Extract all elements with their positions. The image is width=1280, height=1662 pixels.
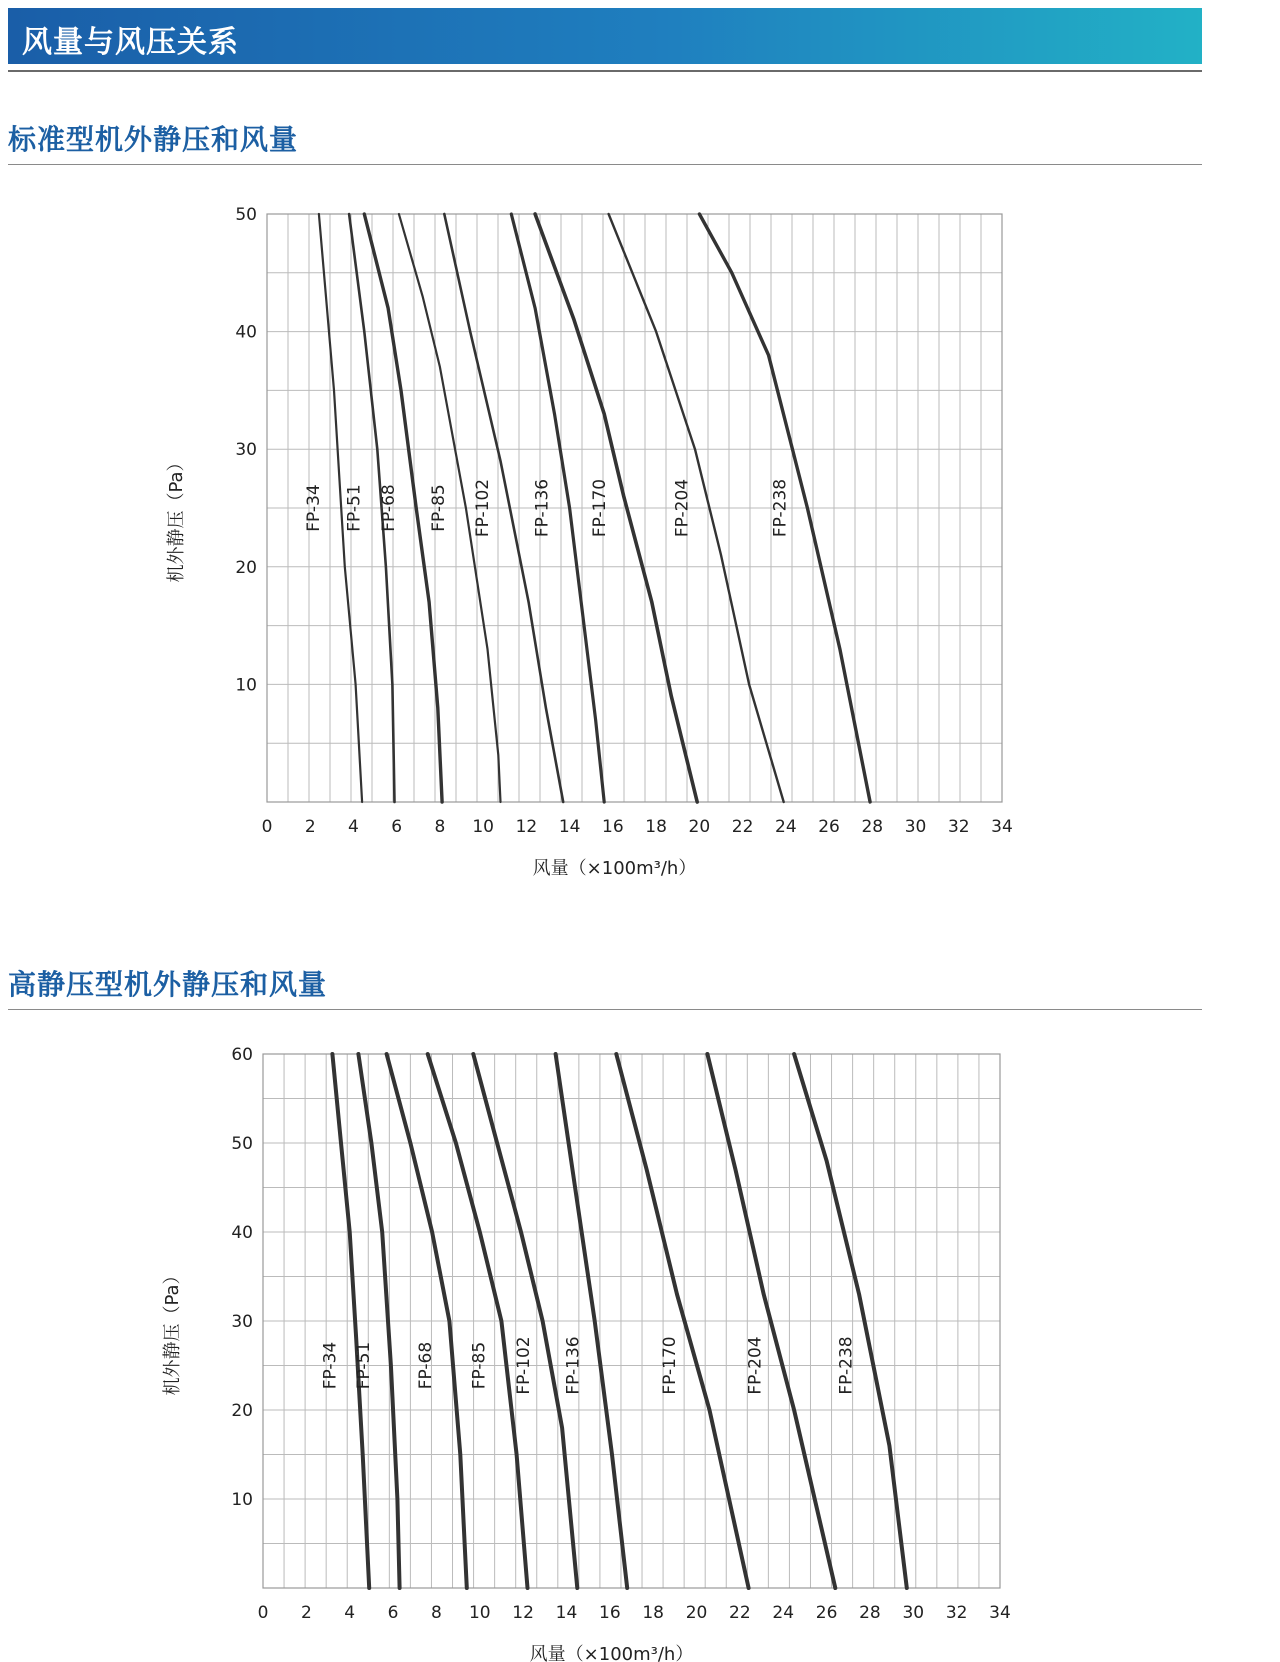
series-label: FP-238 (770, 478, 791, 538)
x-tick-label: 24 (775, 817, 797, 837)
x-tick-label: 14 (555, 1603, 578, 1623)
x-tick-label: 26 (818, 817, 840, 837)
section-title-standard: 标准型机外静压和风量 (8, 123, 299, 156)
x-tick-label: 28 (859, 1603, 881, 1623)
x-tick-label: 28 (861, 817, 884, 837)
x-tick-label: 8 (430, 1603, 442, 1623)
x-tick-label: 18 (645, 817, 667, 837)
page-title: 风量与风压关系 (22, 25, 239, 60)
x-tick-label: 24 (772, 1603, 795, 1623)
x-tick-label: 20 (688, 817, 711, 837)
y-tick-label: 50 (231, 1134, 253, 1154)
x-axis-title: 风量（×100m³/h） (532, 858, 697, 879)
series-label: FP-170 (660, 1336, 681, 1395)
y-tick-label: 10 (231, 1490, 253, 1510)
y-tick-label: 50 (235, 205, 257, 225)
standard-chart (0, 180, 1280, 900)
x-tick-label: 0 (261, 817, 273, 837)
x-tick-label: 2 (304, 817, 316, 837)
y-tick-label: 60 (231, 1045, 253, 1065)
series-label: FP-34 (304, 484, 325, 532)
x-tick-label: 20 (685, 1603, 708, 1623)
x-tick-label: 8 (434, 817, 446, 837)
header-divider (8, 70, 1202, 72)
y-axis-title: 机外静压（Pa） (166, 453, 187, 583)
x-tick-label: 32 (945, 1603, 968, 1623)
section-title-high-pressure: 高静压型机外静压和风量 (8, 968, 328, 1001)
series-label: FP-204 (672, 478, 693, 538)
section-divider-high-pressure (8, 1009, 1202, 1010)
x-tick-label: 12 (515, 817, 538, 837)
x-tick-label: 34 (989, 1603, 1011, 1623)
series-label: FP-51 (353, 1341, 374, 1390)
x-tick-label: 12 (512, 1603, 534, 1623)
series-label: FP-51 (344, 484, 365, 532)
x-tick-label: 10 (468, 1603, 491, 1623)
series-label: FP-68 (416, 1341, 437, 1390)
x-tick-label: 2 (300, 1603, 312, 1623)
x-tick-label: 18 (642, 1603, 664, 1623)
x-tick-label: 16 (599, 1603, 621, 1623)
x-tick-label: 16 (602, 817, 624, 837)
x-tick-label: 10 (472, 817, 494, 837)
series-label: FP-34 (320, 1341, 341, 1390)
x-tick-label: 4 (348, 817, 359, 837)
series-label: FP-136 (563, 1336, 584, 1395)
y-tick-label: 20 (231, 1401, 253, 1421)
x-tick-label: 6 (387, 1603, 399, 1623)
x-tick-label: 22 (729, 1603, 751, 1623)
series-label: FP-85 (469, 1341, 490, 1390)
x-tick-label: 4 (344, 1603, 356, 1623)
y-tick-label: 30 (231, 1312, 253, 1332)
x-tick-label: 22 (731, 817, 754, 837)
x-tick-label: 6 (391, 817, 403, 837)
y-tick-label: 10 (235, 675, 257, 696)
series-label: FP-238 (836, 1336, 857, 1395)
y-tick-label: 30 (235, 440, 257, 461)
x-tick-label: 34 (991, 817, 1013, 837)
x-tick-label: 0 (257, 1603, 269, 1623)
x-tick-label: 32 (947, 817, 970, 837)
series-label: FP-68 (379, 484, 400, 532)
series-label: FP-85 (428, 484, 449, 532)
series-label: FP-102 (472, 478, 493, 538)
header-banner (8, 8, 1202, 64)
y-tick-label: 40 (235, 322, 257, 343)
series-label: FP-204 (745, 1336, 766, 1395)
series-label: FP-170 (589, 478, 610, 538)
x-axis-title: 风量（×100m³/h） (529, 1644, 694, 1662)
x-tick-label: 30 (902, 1603, 925, 1623)
series-label: FP-136 (532, 478, 553, 538)
section-divider-standard (8, 164, 1202, 165)
x-tick-label: 14 (558, 817, 581, 837)
high-pressure-chart (0, 1020, 1280, 1662)
x-tick-label: 26 (815, 1603, 838, 1623)
y-tick-label: 40 (231, 1223, 253, 1243)
y-axis-title: 机外静压（Pa） (162, 1266, 183, 1396)
series-label: FP-102 (513, 1336, 534, 1395)
x-tick-label: 30 (904, 817, 927, 837)
y-tick-label: 20 (235, 557, 257, 578)
